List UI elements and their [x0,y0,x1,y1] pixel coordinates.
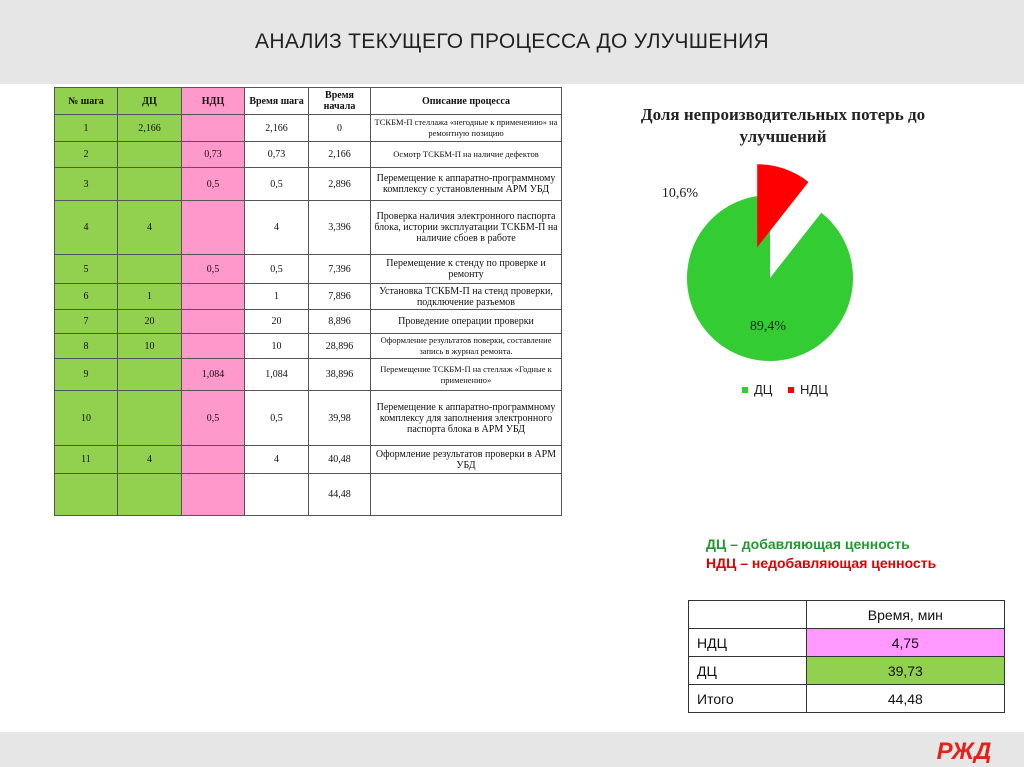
table-row [55,284,562,310]
cell-description: Проведение операции проверки [371,310,562,334]
cell-step: 5 [55,255,118,284]
cell-description: Перемещение к аппаратно-программному комплексу для заполнения электронного паспорта блока в АРМ УБД [371,391,562,446]
table-row [55,474,562,516]
cell-va [118,142,182,168]
cell-step: 7 [55,310,118,334]
cell-start-time: 2,166 [309,142,371,168]
summary-label: НДЦ [689,629,807,657]
cell-nva: 0,73 [182,142,245,168]
cell-step: 3 [55,168,118,201]
cell-nva [182,310,245,334]
cell-step: 4 [55,201,118,255]
cell-nva: 0,5 [182,255,245,284]
cell-description: Проверка наличия электронного паспорта блока, истории эксплуатации ТСКБМ-П на наличие сбоев в работе [371,201,562,255]
cell-start-time: 7,396 [309,255,371,284]
summary-table [688,600,1005,713]
table-row [55,115,562,142]
va-note: ДЦ – добавляющая ценность [706,536,910,552]
table-row [55,446,562,474]
cell-va [118,391,182,446]
cell-va: 10 [118,334,182,359]
cell-va [118,474,182,516]
summary-row-nva [689,629,1005,657]
nva-note: НДЦ – недобавляющая ценность [706,555,937,571]
legend-entry-va-swatch [742,387,748,393]
cell-start-time: 28,896 [309,334,371,359]
header-step: № шага [55,88,118,115]
table-row [55,391,562,446]
cell-va [118,255,182,284]
cell-step-time: 2,166 [245,115,309,142]
table-row [55,168,562,201]
cell-step: 8 [55,334,118,359]
cell-step-time: 4 [245,446,309,474]
page-title: АНАЛИЗ ТЕКУЩЕГО ПРОЦЕССА ДО УЛУЧШЕНИЯ [255,30,769,53]
cell-step-time: 4 [245,201,309,255]
legend-entry-va: ДЦ [754,382,773,397]
cell-description [371,474,562,516]
chart-title: Доля непроизводительных потерь до улучшений [640,105,926,146]
header-description: Описание процесса [371,88,562,115]
cell-step-time: 10 [245,334,309,359]
header-step-time: Время шага [245,88,309,115]
cell-description: ТСКБМ-П стеллажа «негодные к применению» на ремонтную позицию [371,115,562,142]
cell-step: 9 [55,359,118,391]
cell-step-time [245,474,309,516]
footer-band [0,732,1024,767]
header-va: ДЦ [118,88,182,115]
table-row [55,334,562,359]
table-row [55,255,562,284]
cell-step: 10 [55,391,118,446]
summary-value: 4,75 [806,629,1004,657]
summary-value: 44,48 [806,685,1004,713]
rzd-logo-icon [934,737,994,763]
cell-step-time: 1 [245,284,309,310]
pie-chart [640,150,940,410]
cell-step [55,474,118,516]
cell-start-time: 3,396 [309,201,371,255]
cell-step: 1 [55,115,118,142]
cell-step-time: 0,5 [245,255,309,284]
cell-step: 11 [55,446,118,474]
cell-start-time: 44,48 [309,474,371,516]
cell-description: Установка ТСКБМ-П на стенд проверки, подключение разъемов [371,284,562,310]
table-header-row [55,88,562,115]
cell-nva: 0,5 [182,391,245,446]
cell-step: 2 [55,142,118,168]
legend-entry-nva-swatch [788,387,794,393]
header-nva: НДЦ [182,88,245,115]
cell-step-time: 20 [245,310,309,334]
cell-description: Перемещение к аппаратно-программному комплексу с установленным АРМ УБД [371,168,562,201]
cell-va: 2,166 [118,115,182,142]
cell-start-time: 40,48 [309,446,371,474]
cell-nva [182,201,245,255]
cell-step: 6 [55,284,118,310]
cell-nva [182,474,245,516]
cell-va: 1 [118,284,182,310]
data-label-nva: 10,6% [661,186,699,201]
table-row [55,142,562,168]
summary-value: 39,73 [806,657,1004,685]
cell-va: 4 [118,201,182,255]
data-label-va: 89,4% [749,319,787,334]
cell-nva [182,284,245,310]
summary-header-row [689,601,1005,629]
cell-nva [182,115,245,142]
summary-label: ДЦ [689,657,807,685]
cell-nva: 0,5 [182,168,245,201]
cell-start-time: 2,896 [309,168,371,201]
logo-text: РЖД [936,738,992,763]
cell-start-time: 38,896 [309,359,371,391]
cell-description: Перемещение ТСКБМ-П на стеллаж «Годные к применению» [371,359,562,391]
cell-step-time: 0,5 [245,168,309,201]
cell-nva: 1,084 [182,359,245,391]
table-row [55,201,562,255]
cell-description: Перемещение к стенду по проверке и ремонту [371,255,562,284]
cell-va: 4 [118,446,182,474]
cell-start-time: 39,98 [309,391,371,446]
summary-corner-cell [689,601,807,629]
cell-nva [182,334,245,359]
cell-step-time: 0,5 [245,391,309,446]
table-row [55,310,562,334]
cell-va [118,359,182,391]
cell-nva [182,446,245,474]
cell-start-time: 8,896 [309,310,371,334]
cell-description: Оформление результатов поверки, составление запись в журнал ремонта. [371,334,562,359]
summary-label: Итого [689,685,807,713]
cell-va [118,168,182,201]
cell-description: Оформление результатов проверки в АРМ УБД [371,446,562,474]
table-row [55,359,562,391]
cell-step-time: 0,73 [245,142,309,168]
summary-row-total [689,685,1005,713]
process-table [54,87,562,516]
header-start-time: Время начала [309,88,371,115]
legend-entry-nva: НДЦ [800,382,828,397]
pie-slice-nva [757,164,808,247]
cell-start-time: 0 [309,115,371,142]
summary-row-va [689,657,1005,685]
cell-va: 20 [118,310,182,334]
summary-header: Время, мин [806,601,1004,629]
header-band [0,0,1024,84]
cell-start-time: 7,896 [309,284,371,310]
cell-step-time: 1,084 [245,359,309,391]
cell-description: Осмотр ТСКБМ-П на наличие дефектов [371,142,562,168]
